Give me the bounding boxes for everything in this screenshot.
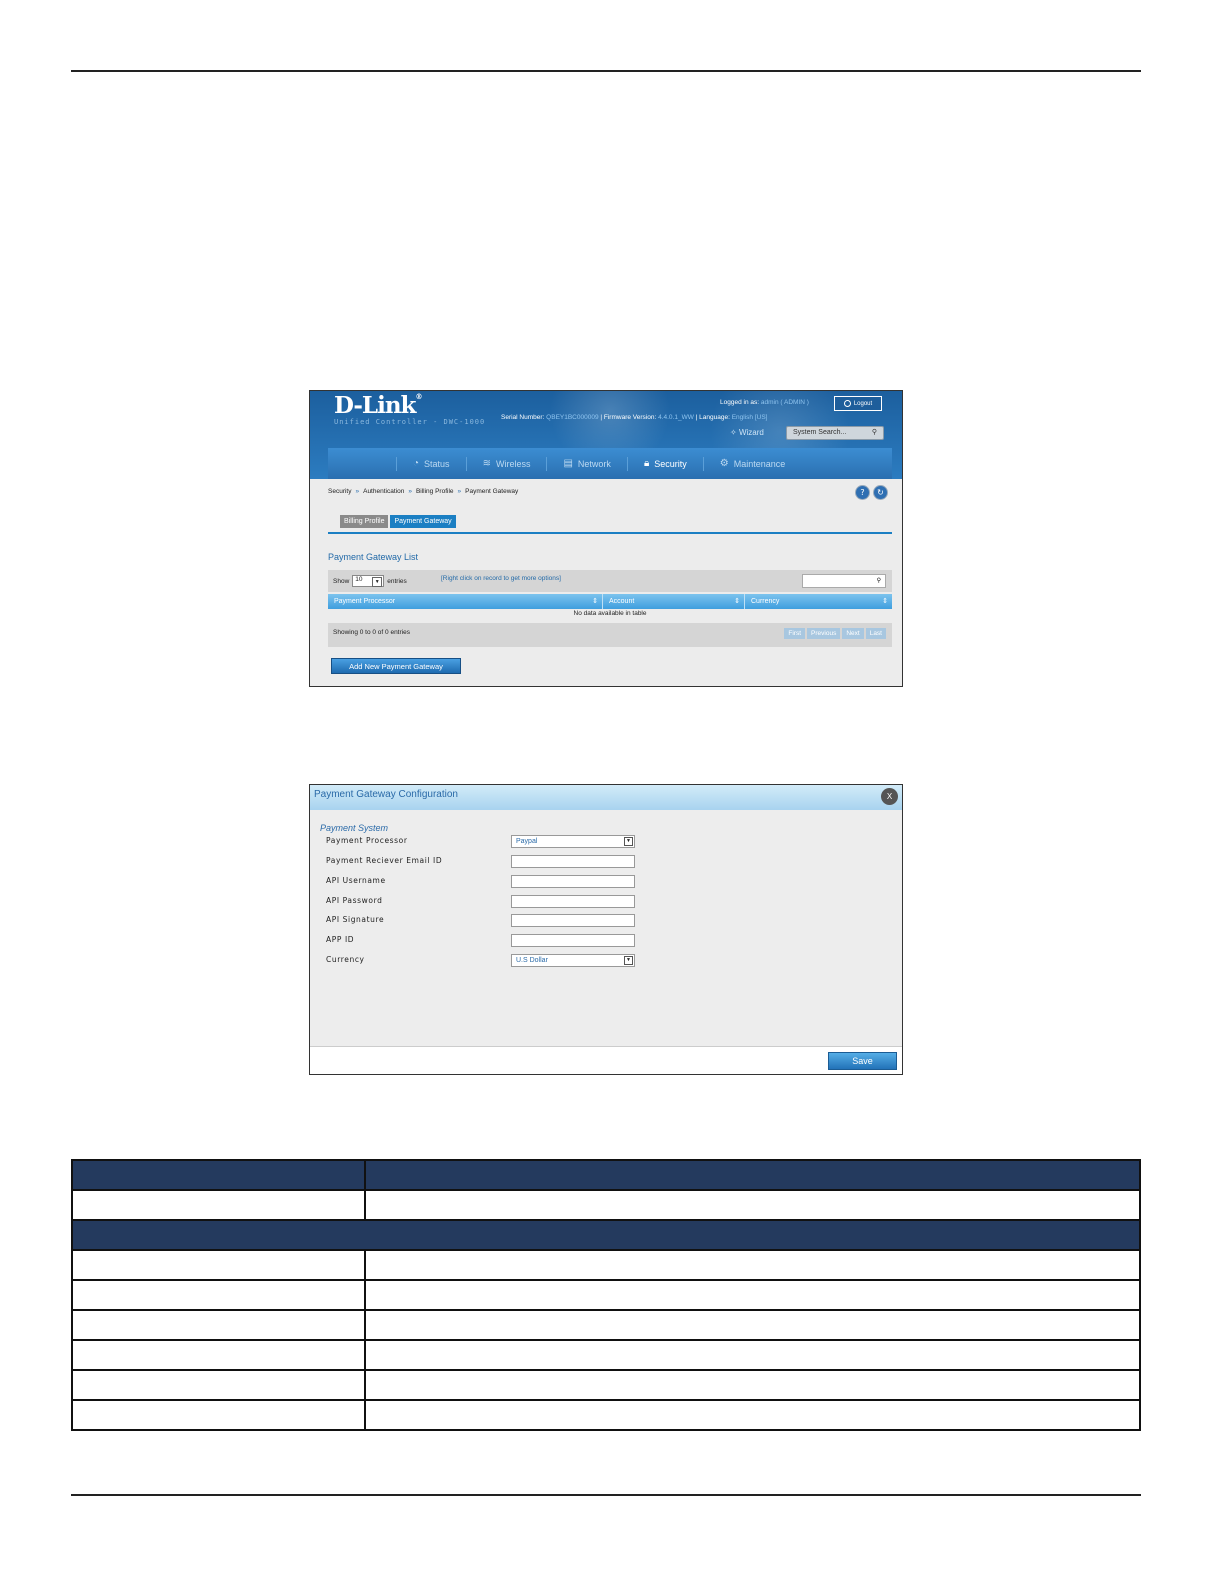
bottom-rule bbox=[71, 1494, 1141, 1496]
save-button[interactable]: Save bbox=[828, 1052, 897, 1070]
wand-icon: ✧ bbox=[730, 428, 737, 437]
breadcrumb-payment-gateway: Payment Gateway bbox=[465, 488, 519, 495]
tab-billing-profile[interactable]: Billing Profile bbox=[340, 515, 388, 528]
app-id-input[interactable] bbox=[511, 934, 635, 947]
api-username-input[interactable] bbox=[511, 875, 635, 888]
search-icon: ⚲ bbox=[871, 429, 877, 436]
gear-icon: ⚙ bbox=[719, 458, 729, 469]
pager-next[interactable]: Next bbox=[842, 628, 863, 639]
field-currency: Currency U.S Dollar ▼ bbox=[326, 954, 646, 967]
breadcrumb-authentication[interactable]: Authentication bbox=[363, 488, 405, 495]
table-row bbox=[72, 1400, 1140, 1430]
nav-network[interactable]: ▤ Network bbox=[546, 457, 626, 471]
tab-underline bbox=[328, 532, 892, 534]
nav-maintenance[interactable]: ⚙ Maintenance bbox=[703, 457, 802, 471]
app-header bbox=[310, 391, 902, 479]
table-toolbar: Show 10 ▼ entries [Right click on record to get more options] ⚲ bbox=[328, 570, 892, 592]
system-search-input[interactable]: System Search... ⚲ bbox=[786, 426, 884, 440]
field-app-id: APP ID bbox=[326, 934, 646, 947]
payment-gateway-config-screenshot bbox=[309, 784, 903, 1075]
nav-status[interactable]: ◔ Status bbox=[396, 457, 466, 471]
column-payment-processor[interactable]: Payment Processor ⇕ bbox=[328, 594, 603, 609]
dialog-titlebar bbox=[310, 785, 902, 810]
tab-bar bbox=[340, 515, 456, 528]
sort-icon: ⇕ bbox=[592, 598, 598, 605]
field-api-username: API Username bbox=[326, 875, 646, 888]
network-icon: ▤ bbox=[563, 458, 573, 469]
table-row bbox=[72, 1280, 1140, 1310]
field-payment-processor: Payment Processor Paypal ▼ bbox=[326, 835, 646, 848]
breadcrumb-security[interactable]: Security bbox=[328, 488, 352, 495]
dialog-title: Payment Gateway Configuration bbox=[314, 789, 458, 800]
help-icon[interactable]: ? bbox=[856, 486, 869, 499]
gauge-icon: ◔ bbox=[413, 458, 420, 469]
search-icon: ⚲ bbox=[876, 577, 881, 584]
table-row bbox=[72, 1370, 1140, 1400]
pager-first[interactable]: First bbox=[784, 628, 805, 639]
main-nav bbox=[328, 448, 892, 479]
logged-in-user: admin ( ADMIN ) bbox=[760, 399, 809, 406]
refresh-icon[interactable]: ↻ bbox=[874, 486, 887, 499]
table-row bbox=[72, 1340, 1140, 1370]
breadcrumb: Security » Authentication » Billing Profile » Payment Gateway bbox=[328, 488, 519, 495]
logout-button[interactable]: Logout bbox=[834, 396, 882, 411]
table-section-row bbox=[72, 1220, 1140, 1250]
api-password-input[interactable] bbox=[511, 895, 635, 908]
breadcrumb-billing-profile[interactable]: Billing Profile bbox=[415, 488, 454, 495]
field-receiver-email: Payment Reciever Email ID bbox=[326, 855, 646, 868]
nav-wireless[interactable]: ≋ Wireless bbox=[466, 457, 547, 471]
field-api-signature: API Signature bbox=[326, 914, 646, 927]
logged-in-info: Logged in as: admin ( ADMIN ) bbox=[720, 399, 809, 406]
add-payment-gateway-button[interactable]: Add New Payment Gateway bbox=[331, 658, 461, 674]
table-row bbox=[72, 1310, 1140, 1340]
lock-icon: 🔒︎ bbox=[643, 458, 650, 469]
pager-last[interactable]: Last bbox=[866, 628, 886, 639]
payment-processor-select[interactable]: Paypal ▼ bbox=[511, 835, 635, 848]
payment-gateway-list-screenshot bbox=[309, 390, 903, 687]
section-title: Payment System bbox=[320, 823, 389, 833]
list-title: Payment Gateway List bbox=[328, 552, 419, 562]
chevron-down-icon: ▼ bbox=[372, 577, 382, 587]
table-row bbox=[72, 1250, 1140, 1280]
pager-previous[interactable]: Previous bbox=[807, 628, 840, 639]
column-account[interactable]: Account ⇕ bbox=[603, 594, 745, 609]
close-button[interactable]: X bbox=[881, 788, 898, 805]
dlink-logo: D-Link® bbox=[334, 392, 422, 419]
wifi-icon: ≋ bbox=[482, 458, 491, 469]
currency-select[interactable]: U.S Dollar ▼ bbox=[511, 954, 635, 967]
dialog-footer bbox=[310, 1046, 902, 1075]
wizard-link[interactable]: ✧ Wizard bbox=[730, 428, 764, 437]
device-info: Serial Number: QBEY1BC000009 | Firmware Version: 4.4.0.1_WW | Language: English [US] bbox=[501, 414, 768, 421]
receiver-email-input[interactable] bbox=[511, 855, 635, 868]
showing-entries-text: Showing 0 to 0 of 0 entries bbox=[333, 629, 410, 636]
table-footer bbox=[328, 623, 892, 647]
field-api-password: API Password bbox=[326, 895, 646, 908]
column-currency[interactable]: Currency ⇕ bbox=[751, 598, 888, 605]
empty-table-message: No data available in table bbox=[573, 610, 647, 617]
right-click-hint: [Right click on record to get more options] bbox=[441, 575, 561, 582]
table-header bbox=[328, 594, 892, 609]
table-row bbox=[72, 1190, 1140, 1220]
chevron-down-icon: ▼ bbox=[624, 956, 633, 965]
language-link[interactable]: English [US] bbox=[731, 414, 768, 421]
sort-icon: ⇕ bbox=[734, 598, 740, 605]
product-subtitle: Unified Controller - DWC-1000 bbox=[334, 418, 486, 426]
power-icon bbox=[844, 400, 851, 407]
pagination bbox=[784, 628, 886, 639]
header-icons bbox=[856, 486, 887, 499]
api-signature-input[interactable] bbox=[511, 914, 635, 927]
entries-select[interactable]: 10 ▼ bbox=[352, 575, 384, 587]
tab-payment-gateway[interactable]: Payment Gateway bbox=[390, 515, 455, 528]
table-search-input[interactable] bbox=[802, 574, 886, 588]
chevron-down-icon: ▼ bbox=[624, 837, 633, 846]
parameter-table bbox=[71, 1159, 1141, 1431]
sort-icon: ⇕ bbox=[882, 598, 888, 605]
table-header-row bbox=[72, 1160, 1140, 1190]
nav-security[interactable]: 🔒︎ Security bbox=[627, 457, 703, 471]
top-rule bbox=[71, 70, 1141, 72]
